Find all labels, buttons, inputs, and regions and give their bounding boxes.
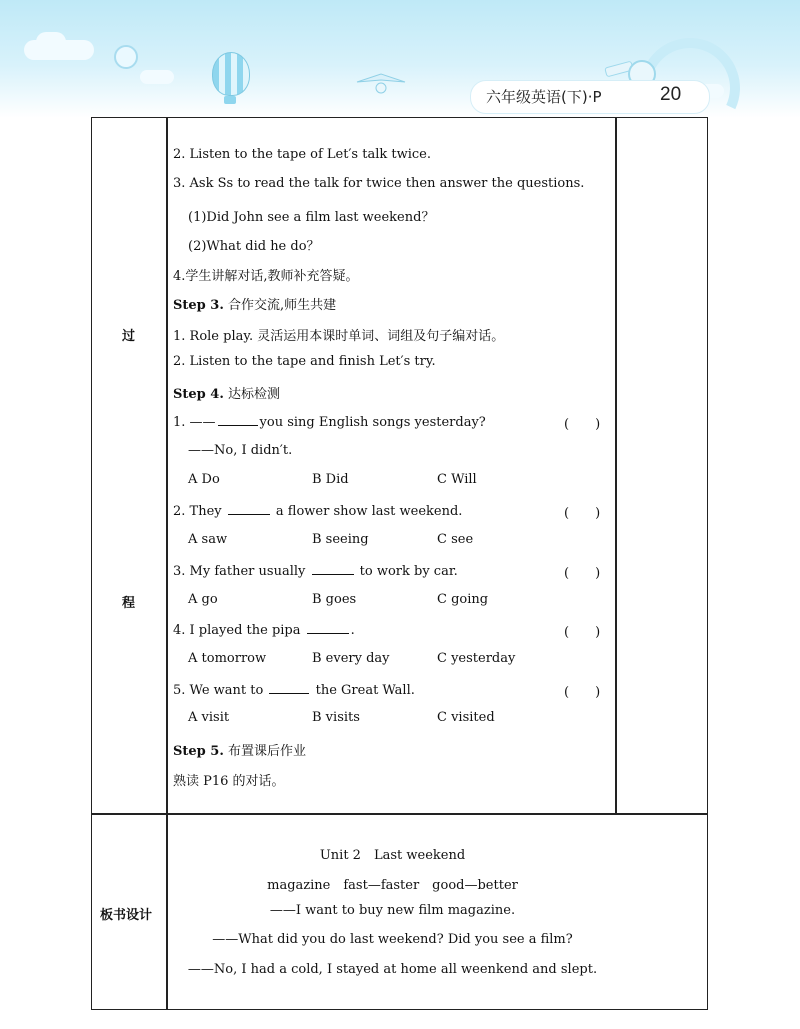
- step-heading: [173, 383, 280, 402]
- question-suffix: to work by car.: [359, 564, 458, 579]
- option-b: B Did: [312, 472, 349, 487]
- option-b: B goes: [312, 592, 357, 607]
- question: [173, 562, 458, 579]
- question-prefix: 4. I played the pipa: [173, 623, 301, 638]
- option-a: A go: [188, 592, 218, 607]
- answer-bracket: ( ): [564, 566, 601, 581]
- step-number: Step 3.: [173, 298, 224, 313]
- option-c: C visited: [437, 710, 495, 725]
- balloon-basket-icon: [224, 96, 236, 104]
- option-c: C Will: [437, 472, 477, 487]
- question-suffix: a flower show last weekend.: [275, 504, 463, 519]
- question-prefix: 5. We want to: [173, 683, 264, 698]
- row-divider: [91, 813, 708, 815]
- column-divider: [615, 117, 617, 814]
- question: [173, 681, 415, 698]
- answer-bracket: ( ): [564, 506, 601, 521]
- option-a: A tomorrow: [188, 651, 267, 666]
- page-number: 20: [660, 84, 682, 105]
- answer-bracket: ( ): [564, 625, 601, 640]
- option-b: B seeing: [312, 532, 369, 547]
- hang-glider-icon: [355, 72, 407, 98]
- answer-blank: [218, 413, 258, 426]
- board-title: Unit 2 Last weekend: [319, 848, 466, 863]
- option-a: A Do: [188, 472, 220, 487]
- cloud-decoration: [36, 32, 66, 52]
- step-heading: [173, 740, 306, 759]
- question: [173, 621, 355, 638]
- question-prefix: 2. They: [173, 504, 222, 519]
- board-words: magazine fast—faster good—better: [267, 878, 518, 893]
- hot-air-balloon-icon: [212, 52, 250, 96]
- question-suffix: the Great Wall.: [315, 683, 415, 698]
- procedure-line: (2)What did he do？: [188, 239, 320, 254]
- procedure-line: 4.学生讲解对话,教师补充答疑。: [173, 269, 359, 284]
- step-title: 布置课后作业: [223, 744, 306, 759]
- procedure-line: (1)Did John see a film last weekend？: [188, 210, 435, 225]
- question: [173, 413, 486, 430]
- answer-blank: [269, 681, 309, 694]
- answer-blank: [312, 562, 354, 575]
- step-number: Step 4.: [173, 387, 224, 402]
- option-a: A visit: [188, 710, 230, 725]
- cloud-decoration: [140, 70, 174, 84]
- answer-bracket: ( ): [564, 417, 601, 432]
- column-divider: [166, 117, 168, 1010]
- process-label: 过: [122, 329, 136, 344]
- header-banner: [0, 0, 800, 118]
- step-title: 合作交流,师生共建: [223, 298, 337, 313]
- sun-icon: [114, 45, 138, 69]
- procedure-line: 2. Listen to the tape of Let′s talk twice.: [173, 147, 431, 162]
- procedure-line: 3. Ask Ss to read the talk for twice then answer the questions.: [173, 176, 585, 191]
- option-c: C yesterday: [437, 651, 516, 666]
- question-prefix: 3. My father usually: [173, 564, 306, 579]
- process-label: 程: [122, 596, 136, 611]
- answer-blank: [228, 502, 270, 515]
- question-suffix: you sing English songs yesterday?: [259, 415, 486, 430]
- answer-blank: [307, 621, 349, 634]
- question-suffix: .: [350, 623, 355, 638]
- question: [173, 502, 462, 519]
- step-title: 达标检测: [223, 387, 280, 402]
- step-heading: [173, 294, 336, 313]
- board-sentence: ——I want to buy new film magazine.: [269, 903, 516, 918]
- procedure-line: 2. Listen to the tape and finish Let′s try.: [173, 354, 436, 369]
- homework-line: 熟读 P16 的对话。: [173, 774, 285, 789]
- board-sentence: ——No, I had a cold, I stayed at home all weenkend and slept.: [187, 962, 598, 977]
- book-title: 六年级英语(下)·P: [486, 88, 602, 106]
- option-a: A saw: [188, 532, 228, 547]
- board-design-label: 板书设计: [100, 908, 153, 923]
- question-subline: ——No, I didn′t.: [188, 443, 293, 458]
- option-c: C going: [437, 592, 489, 607]
- answer-bracket: ( ): [564, 685, 601, 700]
- procedure-line: 1. Role play. 灵活运用本课时单词、词组及句子编对话。: [173, 329, 505, 344]
- board-sentence: ——What did you do last weekend? Did you see a film?: [212, 932, 573, 947]
- option-b: B visits: [312, 710, 360, 725]
- option-b: B every day: [312, 651, 390, 666]
- step-number: Step 5.: [173, 744, 224, 759]
- option-c: C see: [437, 532, 474, 547]
- question-prefix: 1. ——: [173, 415, 216, 430]
